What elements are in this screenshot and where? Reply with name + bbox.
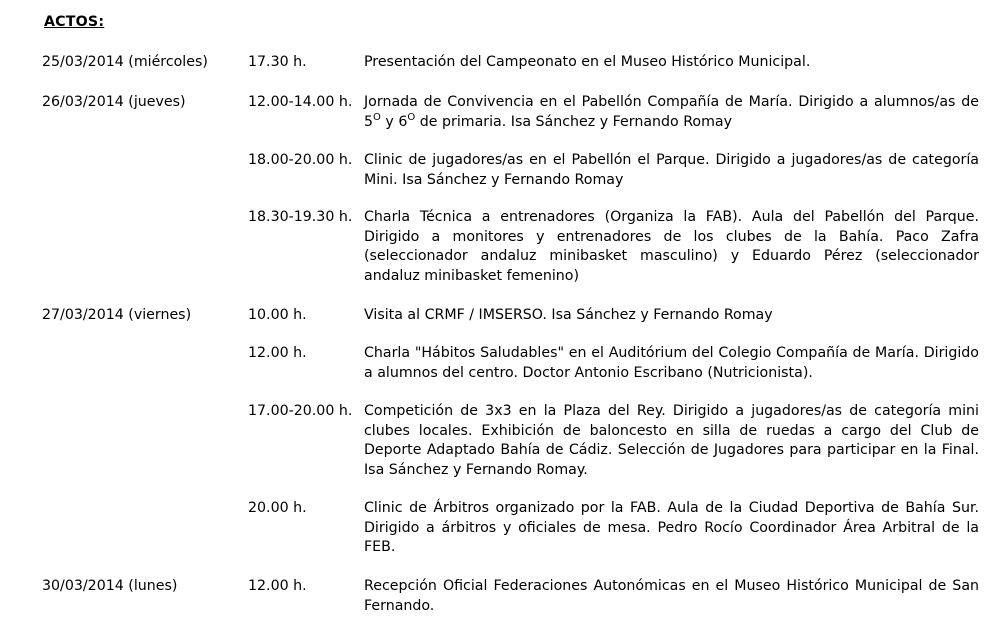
entry-date: 27/03/2014 (viernes) [42, 307, 192, 323]
entry-time: 10.00 h. [248, 307, 307, 323]
entry-time: 17.00-20.00 h. [248, 403, 353, 419]
description-line: a alumnos del centro. Doctor Antonio Escribano (Nutricionista). [364, 364, 813, 381]
entry-description [364, 577, 979, 616]
description-line: Deporte Adaptado Bahía de Cádiz. Selección de Jugadores para participar en la Final. [364, 442, 979, 458]
entry-description [364, 93, 979, 132]
description-line: Isa Sánchez y Fernando Romay. [364, 461, 588, 478]
grade-number: 5 [364, 113, 374, 130]
description-line: Visita al CRMF / IMSERSO. Isa Sánchez y Fernando Romay [364, 307, 773, 323]
entry-description [364, 402, 979, 480]
description-text: de primaria. Isa Sánchez y Fernando Romay [415, 113, 733, 130]
entry-time: 18.30-19.30 h. [248, 209, 353, 225]
entry-time: 12.00 h. [248, 345, 307, 361]
description-line: Clinic de jugadores/as en el Pabellón el Parque. Dirigido a jugadores/as de categoría [364, 152, 979, 168]
description-line: Fernando. [364, 597, 435, 614]
entry-time: 17.30 h. [248, 54, 307, 70]
description-line: Jornada de Convivencia en el Pabellón Compañía de María. Dirigido a alumnos/as de [364, 94, 979, 110]
description-line: Presentación del Campeonato en el Museo Histórico Municipal. [364, 54, 811, 70]
ordinal-marker: O [373, 111, 381, 123]
entry-date: 30/03/2014 (lunes) [42, 578, 178, 594]
entry-time: 18.00-20.00 h. [248, 152, 353, 168]
entry-description [364, 151, 979, 190]
section-heading: ACTOS: [44, 14, 105, 30]
entry-time: 12.00-14.00 h. [248, 94, 353, 110]
entry-date: 25/03/2014 (miércoles) [42, 54, 208, 70]
description-line: clubes locales. Exhibición de baloncesto en silla de ruedas a cargo del Club de [364, 422, 979, 439]
description-line: andaluz minibasket femenino) [364, 267, 579, 284]
entry-time: 20.00 h. [248, 500, 307, 516]
description-line: Charla "Hábitos Saludables" en el Auditórium del Colegio Compañía de María. Dirigido [364, 345, 979, 361]
description-line: (seleccionador andaluz minibasket masculino) y Eduardo Pérez (seleccionador [364, 248, 979, 264]
entry-description [364, 344, 979, 383]
description-line: Dirigido a monitores y entrenadores de los clubes de la Bahía. Paco Zafra [364, 228, 979, 245]
description-line: Charla Técnica a entrenadores (Organiza la FAB). Aula del Pabellón del Parque. [364, 209, 979, 225]
description-line: Mini. Isa Sánchez y Fernando Romay [364, 171, 624, 188]
entry-description [364, 499, 979, 558]
grade-number: y 6 [380, 113, 408, 130]
description-line: Recepción Oficial Federaciones Autonómicas en el Museo Histórico Municipal de San [364, 578, 979, 594]
entry-description [364, 208, 979, 286]
entry-description [364, 53, 979, 73]
description-line: Dirigido a árbitros y oficiales de mesa. Pedro Rocío Coordinador Área Arbitral de la [364, 519, 979, 536]
description-line [364, 113, 979, 133]
ordinal-marker: O [407, 111, 416, 123]
description-line: FEB. [364, 539, 396, 555]
description-line: Competición de 3x3 en la Plaza del Rey. Dirigido a jugadores/as de categoría mini [364, 403, 979, 419]
entry-description [364, 306, 979, 326]
description-line: Clinic de Árbitros organizado por la FAB. Aula de la Ciudad Deportiva de Bahía Sur. [364, 500, 979, 516]
entry-time: 12.00 h. [248, 578, 307, 594]
entry-date: 26/03/2014 (jueves) [42, 94, 186, 110]
